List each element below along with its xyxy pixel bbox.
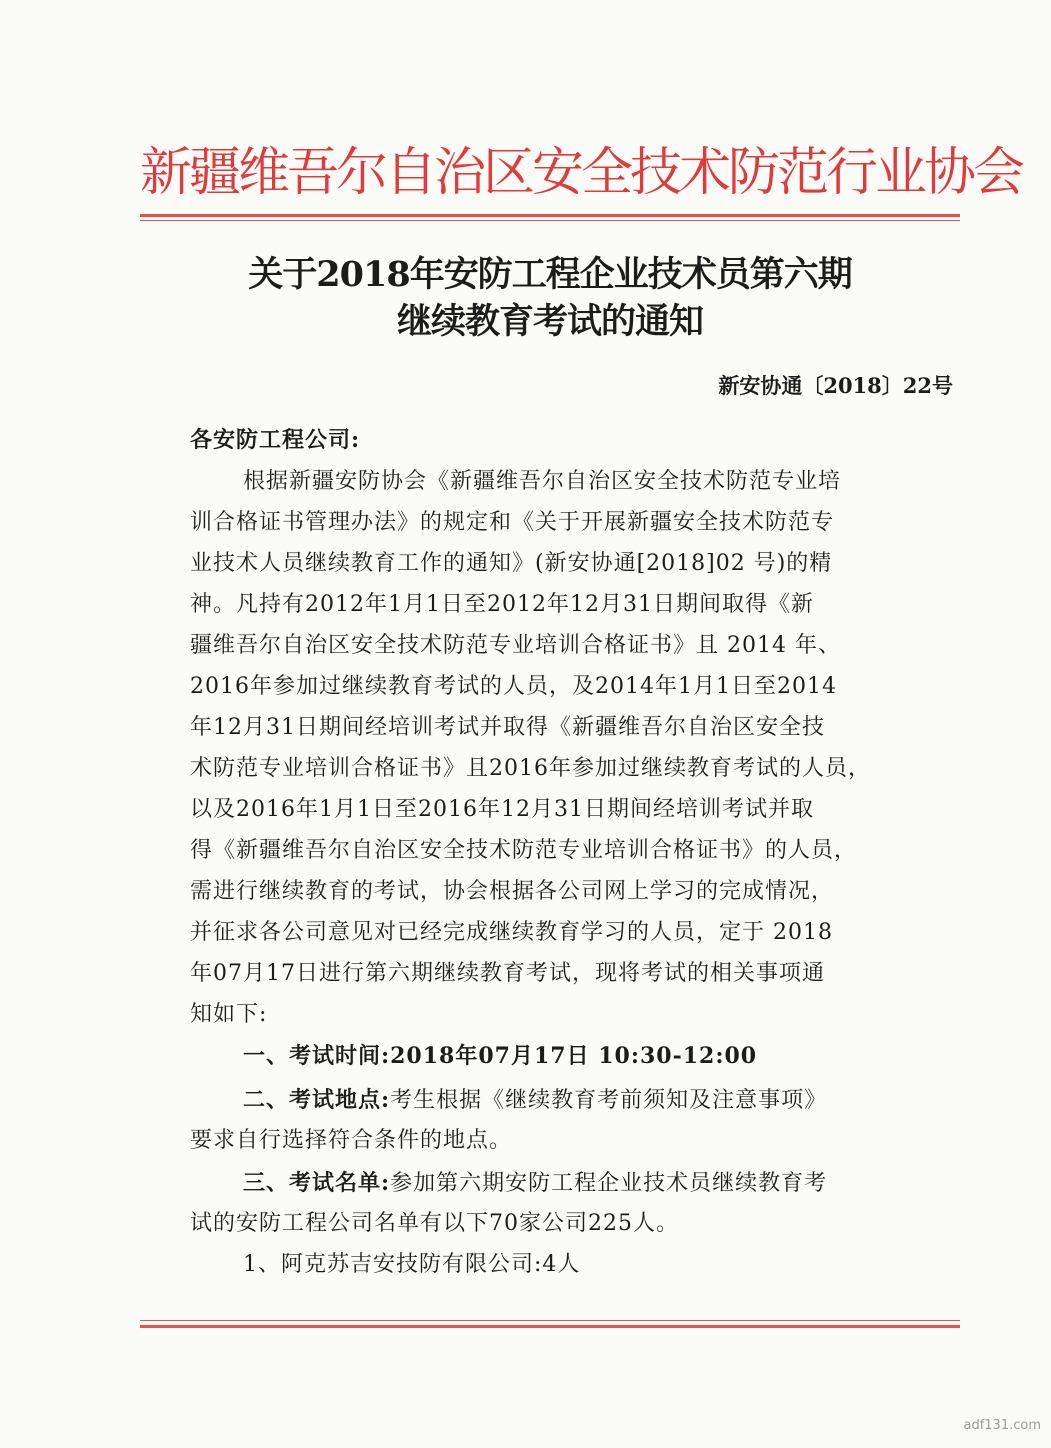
letterhead-rule-thin — [140, 220, 960, 221]
exam-list-item — [243, 1168, 827, 1199]
exam-time-item — [243, 1041, 757, 1072]
footer-rule-thick — [140, 1325, 960, 1328]
body-line: 年12月31日期间经培训考试并取得《新疆维吾尔自治区安全技 — [190, 715, 825, 740]
notice-title-line-1: 关于2018年安防工程企业技术员第六期 — [248, 254, 852, 295]
body-line: 年07月17日进行第六期继续教育考试，现将考试的相关事项通 — [190, 961, 825, 986]
exam-list-text: 参加第六期安防工程企业技术员继续教育考 — [390, 1171, 828, 1196]
body-line: 疆维吾尔自治区安全技术防范专业培训合格证书》且 2014 年、 — [190, 633, 841, 658]
body-line: 需进行继续教育的考试，协会根据各公司网上学习的完成情况， — [190, 879, 835, 904]
body-line: 并征求各公司意见对已经完成继续教育学习的人员，定于 2018 — [190, 920, 833, 945]
company-list-item: 1、阿克苏吉安技防有限公司:4人 — [243, 1252, 581, 1277]
body-line: 术防范专业培训合格证书》且2016年参加过继续教育考试的人员， — [190, 756, 871, 781]
site-watermark: adf131.com — [963, 1418, 1041, 1433]
exam-place-text-cont: 要求自行选择符合条件的地点。 — [190, 1128, 513, 1153]
body-line: 得《新疆维吾尔自治区安全技术防范专业培训合格证书》的人员， — [190, 838, 858, 863]
document-number: 新安协通〔2018〕22号 — [718, 373, 953, 398]
organization-letterhead: 新疆维吾尔自治区安全技术防范行业协会 — [140, 143, 1023, 203]
exam-list-label: 三、考试名单: — [243, 1170, 391, 1196]
body-line: 知如下: — [190, 1002, 268, 1027]
exam-time-label: 一、考试时间: — [243, 1043, 391, 1069]
exam-place-text: 考生根据《继续教育考前须知及注意事项》 — [390, 1088, 828, 1113]
notice-title-line-2: 继续教育考试的通知 — [396, 301, 703, 342]
body-line: 2016年参加过继续教育考试的人员，及2014年1月1日至2014 — [190, 674, 837, 699]
salutation: 各安防工程公司: — [190, 427, 361, 453]
body-line: 业技术人员继续教育工作的通知》(新安协通[2018]02 号)的精 — [190, 551, 833, 576]
letterhead-rule-thick — [140, 214, 960, 217]
exam-list-text-cont: 试的安防工程公司名单有以下70家公司225人。 — [190, 1211, 679, 1236]
body-line: 以及2016年1月1日至2016年12月31日期间经培训考试并取 — [190, 797, 814, 822]
body-line: 训合格证书管理办法》的规定和《关于开展新疆安全技术防范专 — [190, 510, 835, 535]
exam-place-label: 二、考试地点: — [243, 1087, 391, 1113]
body-line: 根据新疆安防协会《新疆维吾尔自治区安全技术防范专业培 — [243, 469, 842, 494]
footer-rule-thin — [140, 1320, 960, 1321]
exam-place-item — [243, 1085, 827, 1116]
body-line: 神。凡持有2012年1月1日至2012年12月31日期间取得《新 — [190, 592, 814, 617]
exam-time-value: 2018年07月17日 10:30-12:00 — [390, 1043, 758, 1069]
